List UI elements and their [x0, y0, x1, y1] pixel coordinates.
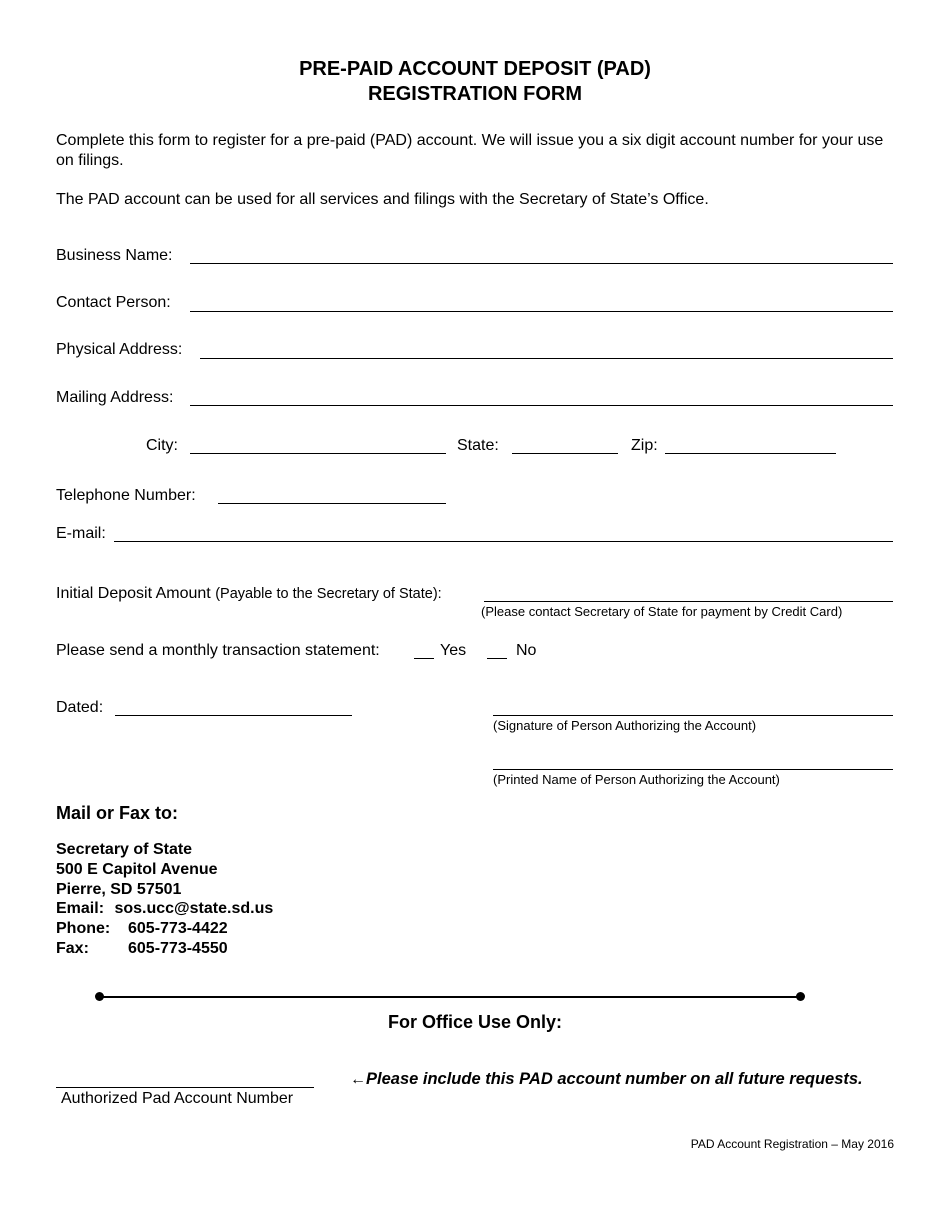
statement-no-label: No: [516, 642, 537, 659]
address-org: Secretary of State: [56, 841, 193, 858]
phone-label: Phone:: [56, 920, 111, 938]
zip-field[interactable]: [665, 453, 836, 454]
business-name-field[interactable]: [190, 263, 893, 264]
office-divider-line: [99, 996, 801, 998]
email-contact-label: Email:: [56, 900, 105, 918]
page-title-line1: PRE-PAID ACCOUNT DEPOSIT (PAD): [299, 58, 651, 80]
contact-person-field[interactable]: [190, 311, 893, 312]
page-title-line2: REGISTRATION FORM: [367, 83, 583, 105]
deposit-note: (Please contact Secretary of State for payment by Credit Card): [481, 604, 843, 619]
physical-address-field[interactable]: [200, 358, 893, 359]
contact-person-label: Contact Person:: [56, 294, 171, 311]
printed-name-field[interactable]: [493, 769, 893, 770]
deposit-label: [56, 585, 442, 603]
dated-label: Dated:: [56, 699, 104, 716]
email-contact-value[interactable]: sos.ucc@state.sd.us: [114, 900, 274, 918]
city-field[interactable]: [190, 453, 446, 454]
mailing-address-block: [56, 840, 273, 959]
office-note: [350, 1070, 863, 1089]
account-number-caption: Authorized Pad Account Number: [61, 1090, 294, 1107]
address-email-row: [56, 899, 273, 919]
signature-caption: (Signature of Person Authorizing the Account): [493, 718, 757, 733]
signature-field[interactable]: [493, 715, 893, 716]
dated-field[interactable]: [115, 715, 352, 716]
intro-paragraph-usage: The PAD account can be used for all services and filings with the Secretary of State’s Office.: [56, 191, 709, 208]
office-note-text: Please include this PAD account number on all future requests.: [366, 1070, 863, 1088]
fax-label: Fax:: [56, 939, 89, 957]
phone-value: 605-773-4422: [128, 920, 228, 938]
statement-yes-label: Yes: [440, 642, 467, 659]
business-name-label: Business Name:: [56, 247, 173, 264]
city-label: City:: [146, 437, 178, 454]
statement-no-blank[interactable]: [487, 658, 507, 659]
zip-label: Zip:: [631, 437, 658, 454]
address-city: Pierre, SD 57501: [56, 880, 182, 898]
email-field[interactable]: [114, 541, 893, 542]
state-field[interactable]: [512, 453, 618, 454]
footer-text: PAD Account Registration – May 2016: [690, 1137, 894, 1151]
divider-dot-right: [796, 992, 805, 1001]
deposit-label-main: Initial Deposit Amount: [56, 585, 211, 602]
email-label: E-mail:: [56, 525, 106, 542]
account-number-field[interactable]: [56, 1087, 314, 1088]
fax-value: 605-773-4550: [128, 939, 228, 957]
state-label: State:: [457, 437, 499, 454]
telephone-field[interactable]: [218, 503, 446, 504]
mailing-address-label: Mailing Address:: [56, 389, 174, 406]
statement-yes-blank[interactable]: [414, 658, 434, 659]
address-street: 500 E Capitol Avenue: [56, 860, 218, 878]
address-phone-row: [56, 919, 273, 939]
telephone-label: Telephone Number:: [56, 487, 196, 504]
divider-dot-left: [95, 992, 104, 1001]
address-fax-row: [56, 939, 273, 959]
office-use-heading: For Office Use Only:: [387, 1012, 563, 1032]
deposit-label-sub: (Payable to the Secretary of State):: [215, 586, 442, 602]
statement-question: Please send a monthly transaction statement:: [56, 642, 380, 659]
mail-heading: Mail or Fax to:: [56, 803, 179, 823]
printed-name-caption: (Printed Name of Person Authorizing the Account): [493, 772, 780, 787]
intro-paragraph: Complete this form to register for a pre-paid (PAD) account. We will issue you a six digit account number for your use on filings.: [56, 132, 884, 169]
physical-address-label: Physical Address:: [56, 341, 183, 358]
arrow-left-icon: ←: [350, 1071, 366, 1088]
mailing-address-field[interactable]: [190, 405, 893, 406]
deposit-amount-field[interactable]: [484, 601, 893, 602]
